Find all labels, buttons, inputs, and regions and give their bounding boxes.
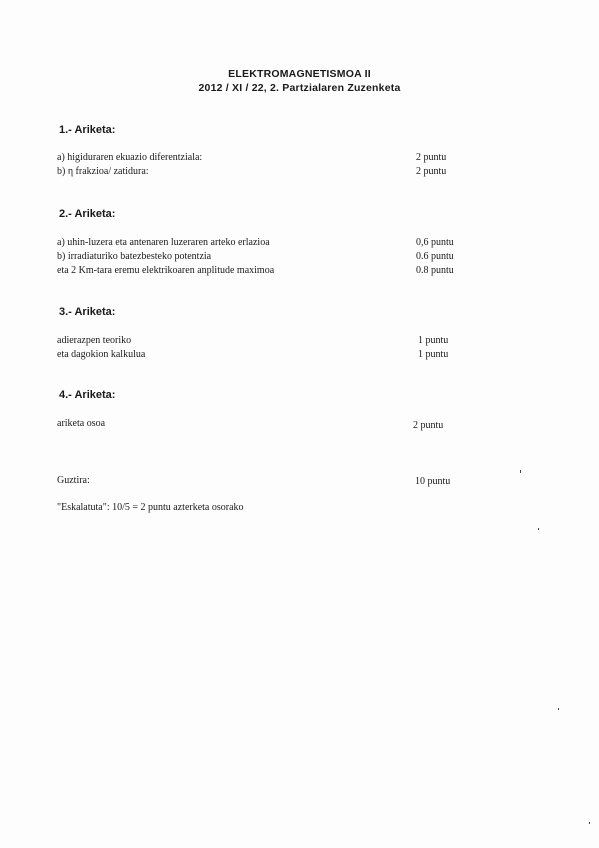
item-points: 0.8 puntu [416,265,454,276]
item-label: eta dagokion kalkulua [57,349,146,360]
document-title: ELEKTROMAGNETISMOA II [228,68,371,80]
scan-speck [558,708,559,710]
item-label: b) η frakzioa/ zatidura: [57,166,149,177]
item-points: 2 puntu [416,166,447,177]
scan-speck [538,528,539,530]
document-subtitle: 2012 / XI / 22, 2. Partzialaren Zuzenketa [198,82,401,94]
item-label: ariketa osoa [57,418,106,429]
section-heading-2: 2.- Ariketa: [59,208,116,220]
item-label: a) uhin-luzera eta antenaren luzeraren arteko erlazioa [57,237,270,248]
scan-speck [520,470,521,473]
scaling-note: "Eskalatuta": 10/5 = 2 puntu azterketa osorako [57,502,244,513]
section-heading-4: 4.- Ariketa: [59,389,116,401]
item-label: b) irradiaturiko batezbesteko potentzia [57,251,212,262]
total-label: Guztira: [57,475,90,486]
item-points: 1 puntu [418,335,449,346]
total-points: 10 puntu [415,476,451,487]
item-points: 2 puntu [416,152,447,163]
item-label: eta 2 Km-tara eremu elektrikoaren anplitude maximoa [57,265,275,276]
section-heading-3: 3.- Ariketa: [59,306,116,318]
item-points: 0,6 puntu [416,237,454,248]
item-points: 1 puntu [418,349,449,360]
section-heading-1: 1.- Ariketa: [59,124,116,136]
item-label: adierazpen teoriko [57,335,132,346]
item-points: 2 puntu [413,420,444,431]
item-points: 0.6 puntu [416,251,454,262]
scan-speck [589,822,590,824]
item-label: a) higiduraren ekuazio diferentziala: [57,152,203,163]
